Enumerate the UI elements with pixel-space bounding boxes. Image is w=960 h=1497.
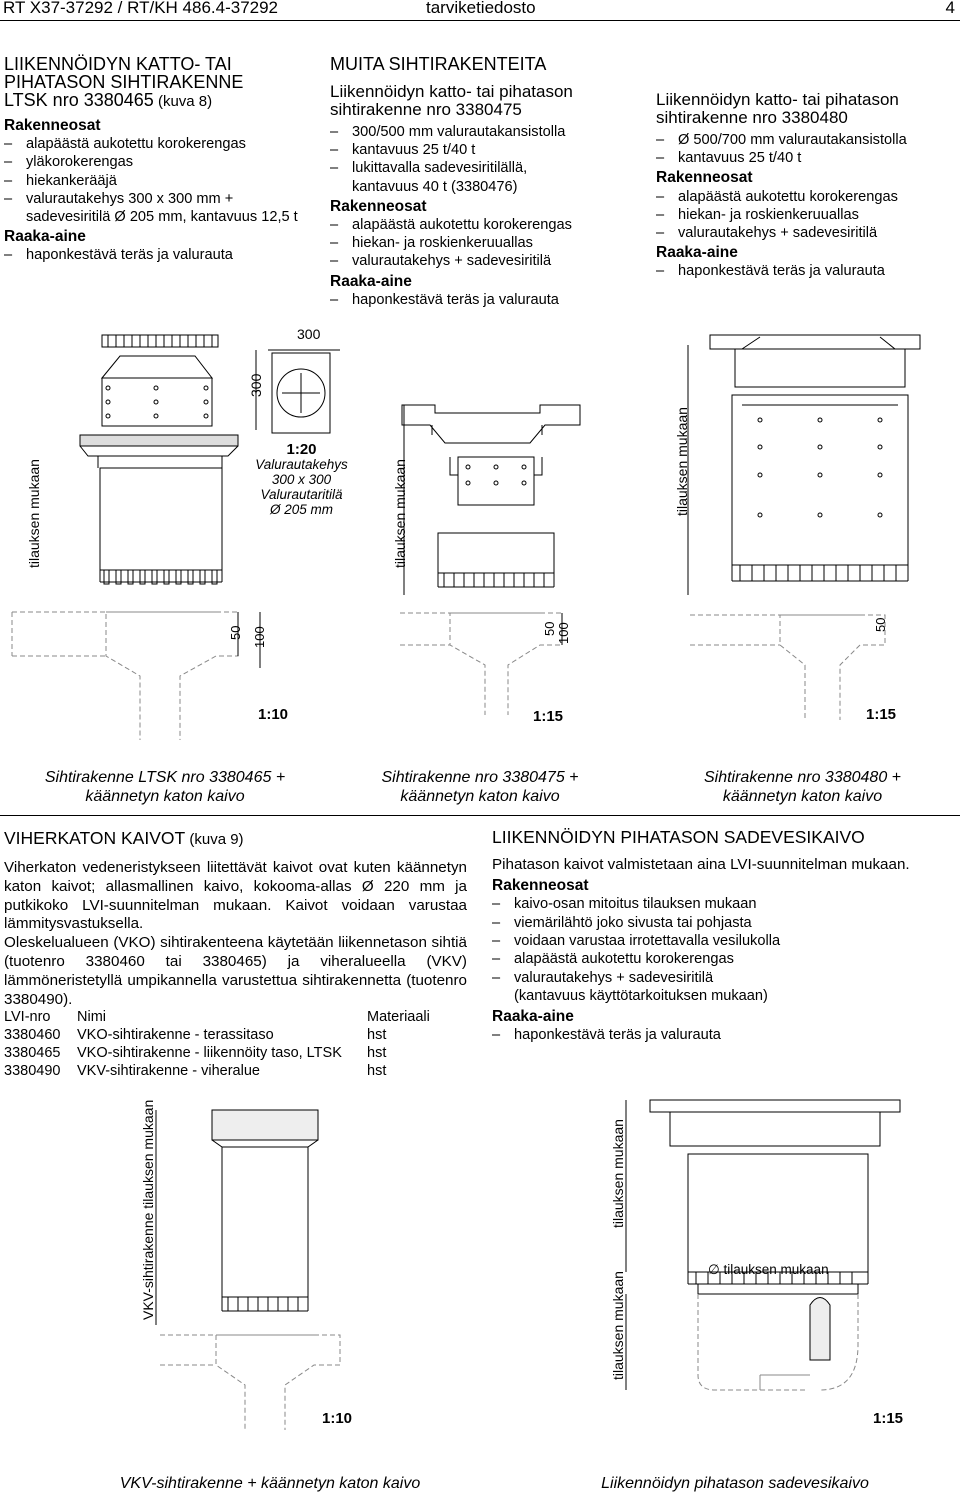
parts-label: Rakenneosat <box>492 876 589 894</box>
table-header-row: LVI-nro Nimi Materiaali <box>4 1009 430 1026</box>
diameter-label: ∅ tilauksen mukaan <box>708 1262 829 1277</box>
figure-caption: Liikennöidyn pihatason sadevesikaivo <box>601 1475 869 1492</box>
parts-label: Rakenneosat <box>330 197 427 215</box>
frame-flange <box>80 435 238 446</box>
list-item: – hiekan- ja roskienkeruuallas <box>656 206 956 224</box>
dim-50: 50 <box>873 617 888 632</box>
side-label: VKV-sihtirakenne tilauksen mukaan <box>140 1099 156 1320</box>
list-item: – haponkestävä teräs ja valurauta <box>656 262 956 280</box>
parts-label: Rakenneosat <box>656 169 753 187</box>
list-item: – hiekan- ja roskienkeruuallas <box>330 234 650 252</box>
dim-50: 50 <box>228 625 243 640</box>
grate-top-view <box>102 335 218 347</box>
ltsk-heading: LIIKENNÖIDYN KATTO- TAI PIHATASON SIHTIRAKENNE LTSK nro 3380465 (kuva 8) <box>4 54 244 110</box>
list-item: – yläkorokerengas <box>4 153 324 171</box>
list-item: – viemärilähtö joko sivusta tai pohjasta <box>492 914 957 932</box>
dim-100: 100 <box>556 622 571 644</box>
list-item: – kantavuus 25 t/40 t <box>330 141 650 159</box>
header-rule <box>0 20 960 21</box>
side-label: tilauksen mukaan <box>392 459 408 568</box>
section-heading: MUITA SIHTIRAKENTEITA <box>330 54 547 74</box>
product-table <box>4 1009 430 1081</box>
list-item: – 300/500 mm valurautakansistolla <box>330 123 650 141</box>
sihti-3380475-block <box>330 55 650 309</box>
scale-label: 1:10 <box>258 706 289 723</box>
lower-collar <box>438 533 554 573</box>
list-item: – valurautakehys + sadevesiritilä <box>330 252 650 270</box>
list-item: – valurautakehys 300 x 300 mm + <box>4 190 324 208</box>
vkv-collar <box>222 1147 308 1297</box>
collar-ring <box>100 468 222 570</box>
viherkatto-section <box>4 828 467 1081</box>
scale-label: 1:10 <box>322 1410 353 1427</box>
list-item: – Ø 500/700 mm valurautakansistolla <box>656 131 956 149</box>
document-code: RT X37-37292 / RT/KH 486.4-37292 <box>3 0 279 17</box>
list-item: – haponkestävä teräs ja valurauta <box>492 1026 957 1044</box>
page-header <box>0 0 960 18</box>
pihataso-intro: Pihatason kaivot valmistetaan aina LVI-suunnitelman mukaan. <box>492 856 910 874</box>
insulated-cover <box>212 1110 318 1140</box>
list-item: – alapäästä aukotettu korokerengas <box>4 135 324 153</box>
sadevesikaivo-drawing <box>610 1090 950 1410</box>
frame-section <box>402 405 580 443</box>
grate-description: 1:20 Valurautakehys 300 x 300 Valurautaritilä Ø 205 mm <box>255 441 348 517</box>
list-item: – valurautakehys + sadevesiritilä <box>656 224 956 242</box>
sand-collector <box>102 356 212 378</box>
header-title: tarviketiedosto <box>426 0 536 17</box>
sihti-3380475-drawing <box>390 395 590 735</box>
list-item: – lukittavalla sadevesiritilällä, <box>330 159 650 177</box>
page-number: 4 <box>945 0 955 17</box>
table-row: 3380465 VKO-sihtirakenne - liikennöity taso, LTSK hst <box>4 1045 387 1062</box>
pipe-outlet <box>810 1298 830 1361</box>
dim-50: 50 <box>542 621 557 636</box>
list-item: – alapäästä aukotettu korokerengas <box>330 216 650 234</box>
list-item: – valurautakehys + sadevesiritilä <box>492 969 957 987</box>
scale-label: 1:15 <box>533 708 564 725</box>
scale-label: 1:15 <box>873 1410 904 1427</box>
list-item: – haponkestävä teräs ja valurauta <box>4 246 324 264</box>
list-item: – voidaan varustaa irrotettavalla vesilukolla <box>492 932 957 950</box>
list-item-continuation: (kantavuus käyttötarkoituksen mukaan) <box>514 988 768 1005</box>
well-body <box>688 1154 868 1272</box>
ltsk-parts-label: Rakenneosat <box>4 117 101 134</box>
viherkatto-paragraph-1: Viherkaton vedeneristykseen liitettävät kaivot ovat kuten käännetyn katon kaivot; allasmallinen kaivo, kokooma-allas Ø 220 mm ja putkikoko LVI-suunnitelman mukaan. Kaivot voidaan varustaa lämmitysvastuksella. <box>4 859 467 933</box>
scale-label: 1:15 <box>866 706 897 723</box>
dim-300-horizontal: 300 <box>297 326 321 342</box>
table-row: 3380460 VKO-sihtirakenne - terassitaso hst <box>4 1027 387 1044</box>
ltsk-spec-block <box>4 55 324 265</box>
figure-caption: Sihtirakenne nro 3380475 + käännetyn katon kaivo <box>381 769 579 805</box>
side-label-top: tilauksen mukaan <box>610 1119 626 1228</box>
table-row: 3380490 VKV-sihtirakenne - viheralue hst <box>4 1063 387 1080</box>
section-rule <box>0 815 960 816</box>
ltsk-drawing <box>0 320 330 760</box>
figure-caption: Sihtirakenne nro 3380480 + käännetyn katon kaivo <box>703 769 902 805</box>
frame-section <box>650 1100 900 1146</box>
upper-collar <box>102 378 212 426</box>
material-label: Raaka-aine <box>492 1007 574 1025</box>
list-item: – kaivo-osan mitoitus tilauksen mukaan <box>492 895 957 913</box>
side-label-bottom: tilauksen mukaan <box>610 1271 626 1380</box>
sihti-3380480-block <box>656 91 956 281</box>
material-label: Raaka-aine <box>656 244 738 262</box>
viherkatto-heading: VIHERKATON KAIVOT (kuva 9) <box>4 828 244 848</box>
list-item-continuation: sadevesiritilä Ø 205 mm, kantavuus 12,5 t <box>26 209 298 226</box>
viherkatto-paragraph-2: Oleskelualueen (VKO) sihtirakenteena käytetään liikennetason sihtiä (tuotenro 3380460 tai 3380465) ja viheralueella (VKV) lämmöneristetyllä umpikannella varustettua sihtirakennetta (tuotenro 3380490). <box>4 934 467 1008</box>
material-label: Raaka-aine <box>330 272 412 290</box>
list-item-continuation: kantavuus 40 t (3380476) <box>352 178 518 195</box>
sihti-3380475-heading: Liikennöidyn katto- tai pihatason sihtirakenne nro 3380475 <box>330 82 573 119</box>
list-item: – haponkestävä teräs ja valurauta <box>330 291 650 309</box>
pihataso-heading: LIIKENNÖIDYN PIHATASON SADEVESIKAIVO <box>492 827 865 847</box>
list-item: – hiekankerääjä <box>4 172 324 190</box>
side-label: tilauksen mukaan <box>26 459 42 568</box>
sihti-3380480-heading: Liikennöidyn katto- tai pihatason sihtirakenne nro 3380480 <box>656 90 899 127</box>
vkv-drawing <box>150 1095 450 1435</box>
dim-100: 100 <box>252 626 267 648</box>
figure-caption: Sihtirakenne LTSK nro 3380465 + käännetyn katon kaivo <box>44 769 286 805</box>
cover-section <box>710 335 920 387</box>
list-item: – kantavuus 25 t/40 t <box>656 149 956 167</box>
side-label: tilauksen mukaan <box>674 407 690 516</box>
ltsk-material-label: Raaka-aine <box>4 228 86 246</box>
pihataso-section <box>492 828 957 1044</box>
dim-300-vertical: 300 <box>248 373 264 397</box>
list-item: – alapäästä aukotettu korokerengas <box>656 188 956 206</box>
list-item: – alapäästä aukotettu korokerengas <box>492 950 957 968</box>
sihti-3380480-drawing <box>680 325 960 725</box>
figure-caption: VKV-sihtirakenne + käännetyn katon kaivo <box>119 1475 421 1492</box>
